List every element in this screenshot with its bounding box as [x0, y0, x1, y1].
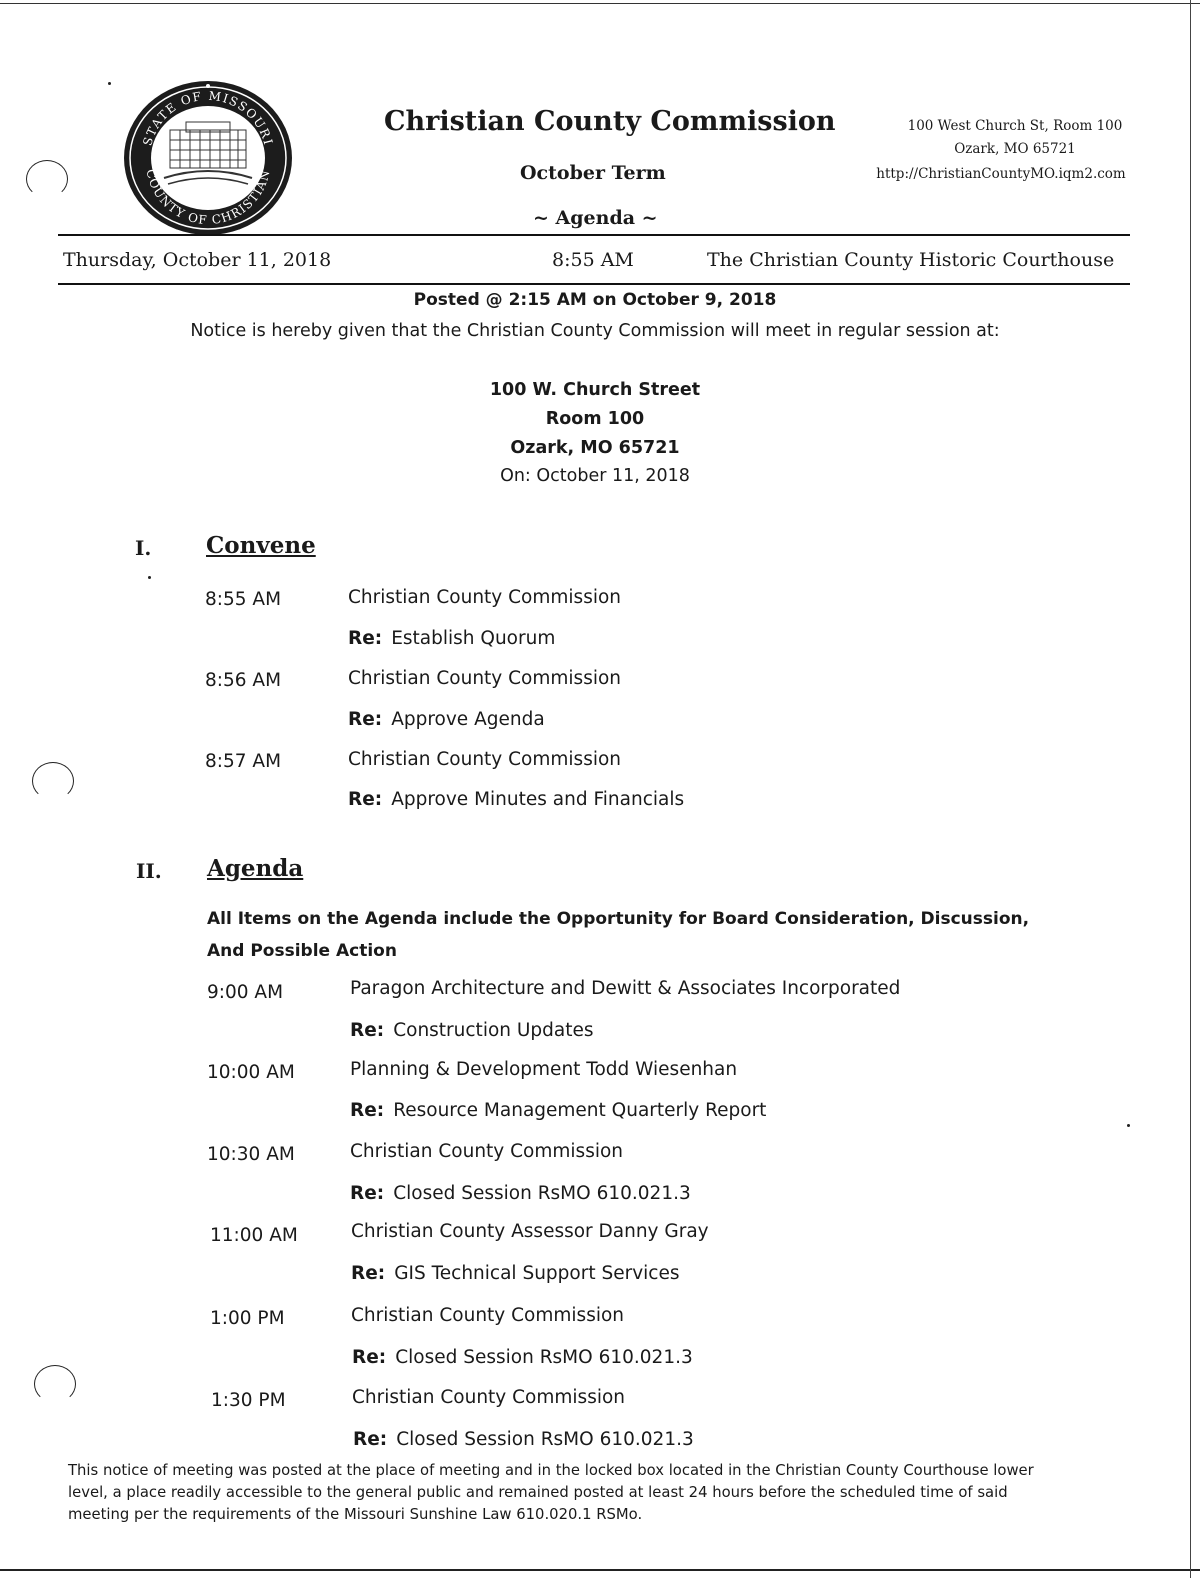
section-title-convene: Convene: [206, 532, 316, 559]
venue-street: 100 W. Church Street: [489, 380, 701, 400]
item-time: 1:00 PM: [210, 1308, 285, 1329]
page-title: Christian County Commission: [384, 106, 836, 137]
footer-notice: This notice of meeting was posted at the place of meeting and in the locked box located in the Christian County Courthouse lower level, a place readily accessible to the general public and remained posted at least 24 hours before the scheduled time of said meeting per the requirements of the Missouri Sunshine Law 610.020.1 RSMo.: [68, 1462, 1034, 1523]
scan-edge-bottom: [0, 1569, 1200, 1571]
punch-hole-icon: [34, 1365, 76, 1403]
item-presenter: Christian County Assessor Danny Gray: [351, 1221, 709, 1242]
re-label: Re:: [350, 1183, 385, 1204]
item-presenter: Christian County Commission: [352, 1387, 626, 1408]
re-label: Re:: [351, 1263, 386, 1284]
item-subject-text: Construction Updates: [393, 1020, 594, 1041]
agenda-note-line-1: All Items on the Agenda include the Opportunity for Board Consideration, Discussion,: [207, 909, 1030, 929]
item-time: 8:56 AM: [205, 670, 282, 691]
punch-hole-icon: [26, 160, 68, 198]
re-label: Re:: [348, 628, 383, 649]
scan-edge-top: [0, 3, 1200, 4]
term-label: October Term: [520, 162, 666, 184]
item-subject-text: Closed Session RsMO 610.021.3: [393, 1183, 691, 1204]
item-presenter: Christian County Commission: [348, 668, 622, 689]
seal-top-text: STATE OF MISSOURI: [140, 88, 276, 148]
address-line-2: Ozark, MO 65721: [954, 141, 1076, 157]
scan-speck: [1127, 1124, 1130, 1127]
item-presenter: Christian County Commission: [348, 749, 622, 770]
venue-room: Room 100: [545, 409, 645, 429]
re-label: Re:: [348, 709, 383, 730]
section-title-agenda: Agenda: [207, 855, 304, 882]
section-numeral: II.: [136, 859, 162, 883]
item-time: 8:55 AM: [205, 589, 282, 610]
address-line-1: 100 West Church St, Room 100: [907, 118, 1123, 134]
seal-bottom-text: COUNTY OF CHRISTIAN: [143, 167, 273, 228]
notice-text: Notice is hereby given that the Christian County Commission will meet in regular session at:: [190, 321, 1000, 341]
item-presenter: Planning & Development Todd Wiesenhan: [350, 1059, 738, 1080]
item-subject: [350, 1183, 691, 1204]
meeting-time: 8:55 AM: [552, 249, 634, 271]
item-time: 11:00 AM: [210, 1225, 298, 1246]
re-label: Re:: [350, 1100, 385, 1121]
agenda-heading: ~ Agenda ~: [533, 207, 658, 229]
item-subject: [351, 1263, 679, 1284]
header-rule-top: [58, 234, 1130, 236]
item-time: 8:57 AM: [205, 751, 282, 772]
re-label: Re:: [350, 1020, 385, 1041]
re-label: Re:: [353, 1429, 388, 1450]
meeting-date: Thursday, October 11, 2018: [63, 249, 332, 271]
section-numeral: I.: [135, 536, 152, 560]
item-presenter: Paragon Architecture and Dewitt & Associates Incorporated: [350, 978, 901, 999]
item-subject: [348, 709, 545, 730]
venue-city: Ozark, MO 65721: [510, 438, 680, 458]
item-time: 10:00 AM: [207, 1062, 295, 1083]
item-subject-text: Resource Management Quarterly Report: [393, 1100, 767, 1121]
agenda-note-line-2: And Possible Action: [207, 941, 397, 961]
meeting-location: The Christian County Historic Courthouse: [707, 249, 1115, 271]
item-subject-text: Closed Session RsMO 610.021.3: [396, 1429, 694, 1450]
item-subject-text: Establish Quorum: [391, 628, 556, 649]
website-link[interactable]: http://ChristianCountyMO.iqm2.com: [876, 166, 1126, 182]
posted-notice: Posted @ 2:15 AM on October 9, 2018: [413, 290, 777, 310]
venue-date: On: October 11, 2018: [500, 466, 690, 486]
item-subject: [348, 628, 555, 649]
item-subject: [348, 789, 684, 810]
item-presenter: Christian County Commission: [348, 587, 622, 608]
item-subject: [350, 1100, 766, 1121]
scan-edge-right: [1190, 0, 1191, 1578]
re-label: Re:: [352, 1347, 387, 1368]
header-rule-bottom: [58, 283, 1130, 285]
item-time: 9:00 AM: [207, 982, 284, 1003]
item-subject-text: Approve Minutes and Financials: [391, 789, 685, 810]
item-presenter: Christian County Commission: [350, 1141, 624, 1162]
item-subject: [350, 1020, 594, 1041]
re-label: Re:: [348, 789, 383, 810]
county-seal-logo: [120, 78, 296, 238]
item-time: 1:30 PM: [211, 1390, 286, 1411]
scan-speck: [148, 576, 151, 579]
item-presenter: Christian County Commission: [351, 1305, 625, 1326]
item-subject-text: Approve Agenda: [391, 709, 545, 730]
item-subject: [353, 1429, 694, 1450]
item-subject-text: GIS Technical Support Services: [394, 1263, 680, 1284]
scan-speck: [108, 82, 111, 85]
item-subject-text: Closed Session RsMO 610.021.3: [395, 1347, 693, 1368]
item-subject: [352, 1347, 693, 1368]
item-time: 10:30 AM: [207, 1144, 295, 1165]
punch-hole-icon: [32, 762, 74, 800]
